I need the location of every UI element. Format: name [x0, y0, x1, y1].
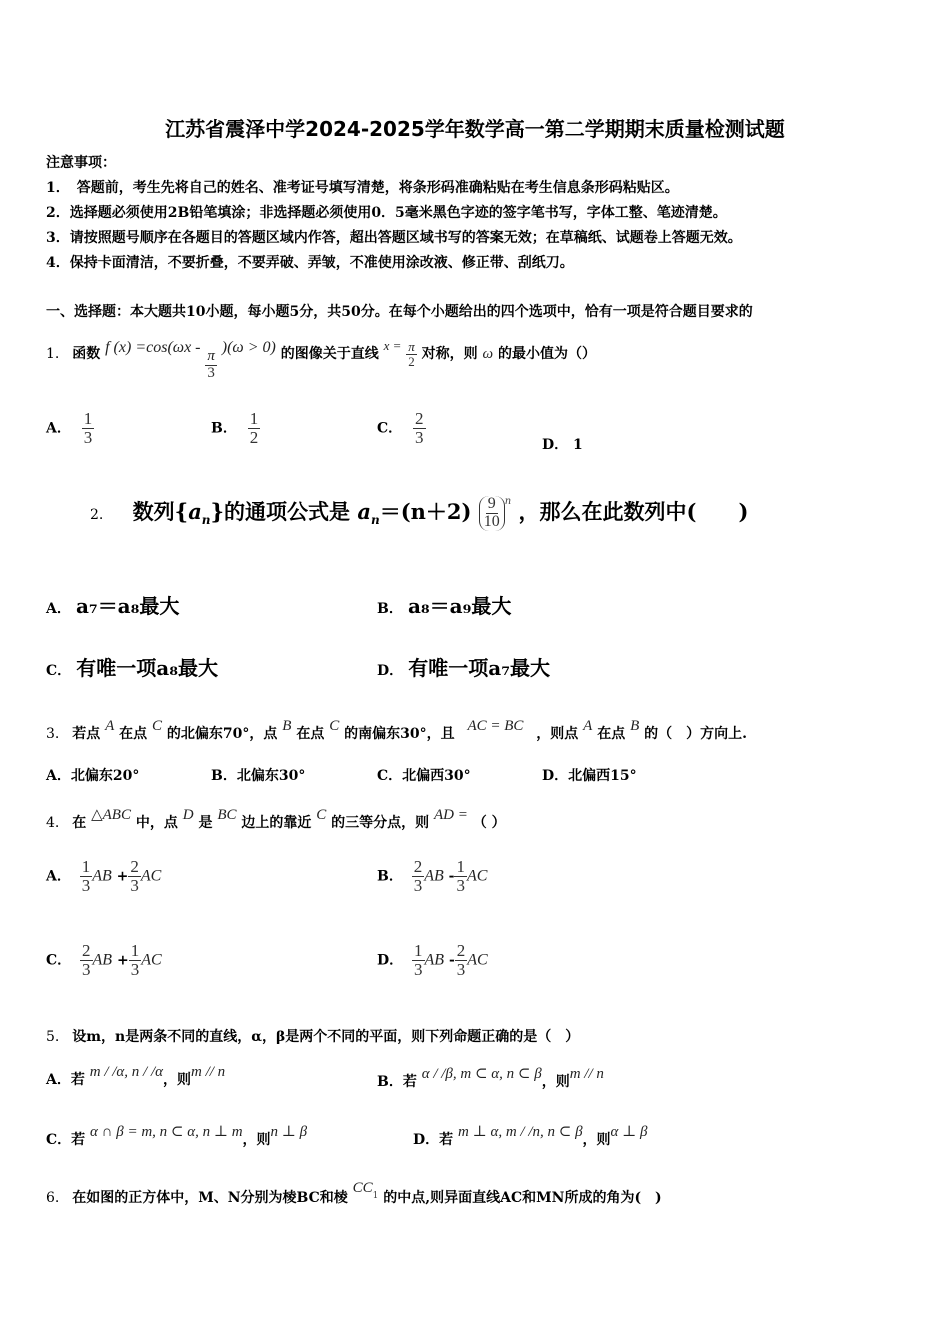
option-result: m // n [569, 1066, 604, 1082]
fraction-numerator: 2 [130, 857, 139, 876]
option-fraction [80, 858, 93, 895]
q4-text: 边上的靠近 [241, 815, 312, 831]
option-label: B． [377, 601, 403, 617]
q2-a: a [357, 499, 371, 524]
q4-math: C [316, 807, 327, 823]
q1-omega: ω [482, 346, 494, 362]
option-text: a₈＝a₉最大 [407, 594, 512, 618]
q1-fraction-pi-2 [406, 340, 417, 368]
option-condition: α ∩ β = m, n ⊂ α, n ⊥ m [90, 1124, 243, 1140]
q1-condition: )(ω > 0) [221, 339, 276, 356]
q3-math: B [630, 718, 640, 734]
fraction-denominator: 2 [249, 427, 259, 447]
q1-function: f (x) =cos(ωx - [105, 339, 201, 356]
fraction-denominator: 3 [456, 959, 466, 979]
q3-math: A [583, 718, 593, 734]
option-text: ，则 [163, 1072, 191, 1088]
q1-text-mid2: 对称，则 [421, 346, 478, 362]
q3-option-b[interactable]: B．北偏东30° [211, 768, 306, 784]
option-fraction [455, 942, 468, 979]
option-label: A． [46, 1072, 71, 1088]
q3-math: AC = BC [467, 718, 524, 734]
question-number: 3. [46, 726, 60, 742]
vector-ac: AC [140, 867, 162, 885]
fraction-denominator: 3 [82, 959, 91, 979]
q2-text-end: ，那么在此数列中( ) [518, 499, 749, 524]
option-result: m // n [191, 1064, 226, 1080]
q3-text: ，则点 [536, 726, 579, 742]
note-item-3: 3．请按照题号顺序在各题目的答题区域内作答，超出答题区域书写的答案无效；在草稿纸、试题卷上答题无效。 [46, 230, 742, 246]
q2-text-pre: 数列{ [132, 499, 189, 524]
question-5 [46, 1026, 579, 1046]
option-text: 若 [439, 1132, 454, 1148]
fraction-denominator: 2 [408, 353, 415, 369]
option-text: ，则 [541, 1074, 570, 1090]
option-result: n ⊥ β [270, 1124, 308, 1140]
q3-text: 在点 [119, 726, 148, 742]
question-4 [46, 805, 506, 832]
question-3 [46, 718, 747, 743]
section-heading: 一、选择题：本大题共10小题，每小题5分，共50分。在每个小题给出的四个选项中，恰有一项是符合题目要求的 [46, 304, 753, 320]
fraction-denominator: 3 [130, 959, 140, 979]
option-label: C． [46, 663, 72, 679]
option-label: C． [377, 420, 403, 437]
q4-option-b[interactable] [377, 858, 487, 895]
notes-heading: 注意事项： [46, 155, 116, 171]
option-text: 若 [71, 1132, 86, 1148]
option-text: ，则 [242, 1132, 271, 1148]
q5-option-c[interactable] [46, 1122, 307, 1149]
option-fraction [128, 858, 141, 895]
q5-option-d[interactable] [413, 1122, 648, 1149]
q2-parenthesis [479, 496, 505, 531]
fraction-denominator: 3 [415, 427, 424, 447]
option-condition: m ⊥ α, m / /n, n ⊂ β [458, 1124, 583, 1140]
vector-ab: AB [92, 867, 112, 885]
q4-text: （ ） [472, 815, 506, 831]
q6-text-pre: 在如图的正方体中，M、N分别为棱BC和棱 [72, 1190, 348, 1206]
question-number: 5. [46, 1029, 60, 1045]
option-label: D． [377, 663, 404, 679]
vector-ab: AB [424, 867, 444, 885]
q4-text: 在 [72, 815, 87, 831]
option-label: A． [46, 868, 71, 885]
option-text: 若 [402, 1074, 417, 1090]
fraction-numerator: 2 [413, 857, 423, 876]
q1-option-d[interactable] [542, 434, 583, 454]
option-fraction [454, 858, 467, 895]
option-label: B． [377, 1074, 403, 1090]
fraction-denominator: 3 [414, 959, 423, 979]
q3-math: A [105, 718, 115, 734]
q2-option-c[interactable] [46, 652, 218, 681]
fraction-denominator: 10 [483, 513, 500, 530]
question-number: 6. [46, 1190, 60, 1206]
page-title: 江苏省震泽中学2024-2025学年数学高一第二学期期末质量检测试题 [165, 117, 785, 141]
vector-ab: AB [92, 951, 113, 969]
question-2 [90, 496, 748, 531]
q2-subscript: n [370, 513, 380, 528]
option-fraction [248, 410, 261, 447]
fraction-denominator: 3 [207, 364, 215, 381]
q3-text: 的（ ）方向上. [644, 726, 748, 742]
q2-fraction [484, 496, 500, 531]
vector-ac: AC [466, 867, 488, 885]
option-text: a₇＝a₈最大 [75, 594, 180, 618]
q4-math: △ABC [91, 807, 131, 823]
fraction-denominator: 3 [130, 875, 139, 895]
q3-text: 在点 [296, 726, 325, 742]
option-label: D． [377, 952, 404, 969]
fraction-denominator: 3 [81, 875, 91, 895]
q5-option-a[interactable] [46, 1064, 225, 1089]
option-text: 有唯一项a₈最大 [76, 656, 218, 680]
option-label: B． [377, 868, 403, 885]
question-number: 4. [46, 815, 60, 831]
question-6 [46, 1180, 662, 1207]
option-fraction [412, 942, 425, 979]
q1-option-c[interactable] [377, 410, 426, 447]
q1-text-mid: 的图像关于直线 [280, 346, 379, 362]
q1-text-end: 的最小值为（） [498, 346, 596, 362]
q4-option-c[interactable] [46, 942, 162, 979]
q2-option-b[interactable] [377, 590, 511, 619]
option-label: D． [542, 437, 569, 453]
q5-option-b[interactable] [377, 1064, 604, 1091]
q2-subscript: n [201, 513, 211, 528]
option-label: D． [413, 1132, 440, 1148]
option-text: ，则 [582, 1132, 611, 1148]
option-label: A． [46, 601, 71, 617]
question-number: 1. [46, 346, 60, 362]
option-result: α ⊥ β [610, 1124, 648, 1140]
fraction-numerator: 9 [487, 495, 496, 513]
fraction-numerator: 1 [130, 941, 140, 960]
fraction-numerator: 2 [456, 941, 466, 960]
vector-ac: AC [467, 951, 488, 969]
q6-text-end: 的中点,则异面直线AC和MN所成的角为( ) [383, 1190, 662, 1206]
fraction-numerator: 1 [414, 941, 423, 960]
q2-option-d[interactable] [377, 652, 550, 681]
q2-text-mid: }的通项公式是 [210, 499, 351, 524]
q2-formula: ＝(n＋2) [379, 499, 472, 524]
option-fraction [413, 410, 426, 447]
option-operator: + [116, 952, 129, 969]
q4-math: BC [217, 807, 237, 823]
q3-text: 在点 [597, 726, 626, 742]
q3-math: B [282, 718, 292, 734]
q4-math: AD = [434, 807, 468, 823]
option-condition: m / /α, n / /α [89, 1064, 163, 1080]
option-fraction [80, 942, 93, 979]
q3-option-c[interactable]: C．北偏西30° [377, 768, 471, 784]
q4-text: 是 [198, 815, 213, 831]
fraction-numerator: π [207, 348, 215, 364]
option-operator: - [448, 952, 455, 969]
fraction-numerator: 1 [456, 857, 465, 876]
q2-option-a[interactable] [46, 590, 179, 619]
q3-math: C [329, 718, 340, 734]
q4-text: 的三等分点，则 [331, 815, 430, 831]
q1-fraction-pi-3 [205, 349, 217, 382]
fraction-numerator: π [408, 338, 415, 354]
question-1 [46, 338, 596, 382]
q6-edge: CC [352, 1180, 373, 1196]
q2-a: a [188, 499, 202, 524]
q1-x-equals: x = [383, 338, 402, 353]
fraction-numerator: 1 [81, 857, 91, 876]
q3-option-d[interactable]: D．北偏西15° [542, 768, 637, 784]
q4-math: D [182, 807, 194, 823]
option-operator: - [448, 868, 455, 885]
q3-math: C [152, 718, 163, 734]
fraction-numerator: 2 [82, 941, 91, 960]
q4-option-d[interactable] [377, 942, 488, 979]
q2-exponent: n [504, 496, 512, 507]
option-text: 1 [573, 437, 583, 453]
vector-ab: AB [424, 951, 445, 969]
fraction-denominator: 3 [413, 875, 423, 895]
option-fraction [82, 410, 95, 447]
option-condition: α / /β, m ⊂ α, n ⊂ β [421, 1066, 542, 1082]
q1-option-b[interactable] [211, 410, 260, 447]
q3-text: 的南偏东30°，且 [344, 726, 455, 742]
note-item-2: 2．选择题必须使用2B铅笔填涂；非选择题必须使用0．5毫米黑色字迹的签字笔书写，字体工整、笔迹清楚。 [46, 205, 727, 221]
option-fraction [412, 858, 425, 895]
fraction-denominator: 3 [83, 427, 93, 447]
option-label: C． [46, 952, 72, 969]
note-item-4: 4．保持卡面清洁，不要折叠，不要弄破、弄皱，不准使用涂改液、修正带、刮纸刀。 [46, 255, 574, 271]
q6-subscript: 1 [372, 1191, 379, 1201]
q1-text-pre: 函数 [72, 346, 101, 362]
q3-option-a[interactable]: A．北偏东20° [46, 768, 140, 784]
fraction-numerator: 1 [249, 409, 259, 428]
q4-option-a[interactable] [46, 858, 161, 895]
q5-text: 设m，n是两条不同的直线，α，β是两个不同的平面，则下列命题正确的是（ ） [72, 1029, 580, 1045]
fraction-numerator: 1 [83, 409, 93, 428]
vector-ac: AC [141, 951, 162, 969]
q4-text: 中，点 [135, 815, 178, 831]
q3-text: 若点 [72, 726, 101, 742]
option-fraction [129, 942, 142, 979]
option-label: A． [46, 420, 71, 437]
fraction-denominator: 3 [456, 875, 465, 895]
question-number: 2. [90, 507, 104, 523]
option-text: 有唯一项a₇最大 [408, 656, 550, 680]
q3-text: 的北偏东70°，点 [166, 726, 278, 742]
q1-option-a[interactable] [46, 410, 94, 447]
fraction-numerator: 2 [415, 409, 424, 428]
note-item-1: 1． 答题前，考生先将自己的姓名、准考证号填写清楚，将条形码准确粘贴在考生信息条形码粘贴区。 [46, 180, 679, 196]
option-label: C． [46, 1132, 72, 1148]
option-text: 若 [70, 1072, 85, 1088]
option-label: B． [211, 420, 237, 437]
option-operator: + [116, 868, 129, 885]
